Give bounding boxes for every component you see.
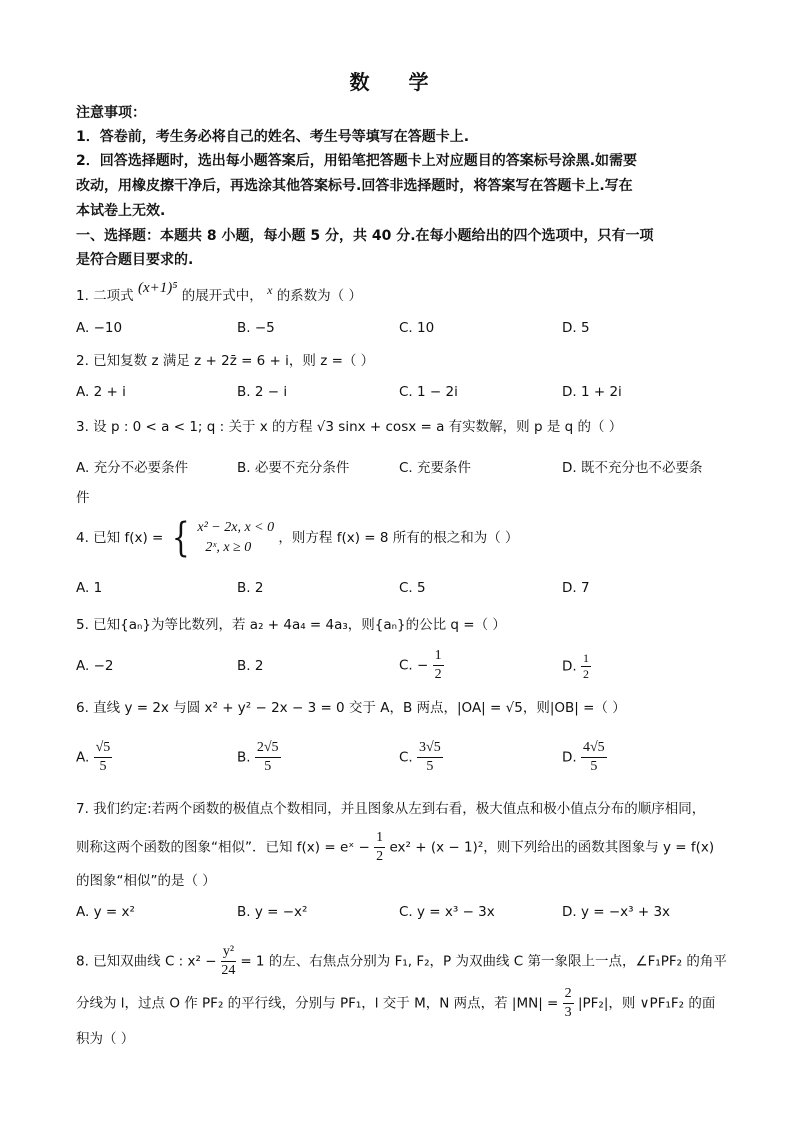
q6-option-a-fraction [94,740,113,775]
q2-option-d[interactable]: D. 1 + 2i [562,384,622,400]
q8-fraction-1-numerator: y² [221,944,236,962]
q5-option-c-numerator: 1 [433,648,444,666]
q6-option-c-numerator: 3√5 [417,740,443,758]
q6-option-b-denominator: 5 [264,759,272,774]
q1-post: 的展开式中， [181,288,263,304]
q4-pre: 4. 已知 f(x) = [76,530,164,546]
notice-item-1: 1．答卷前，考生务必将自己的姓名、考生号等填写在答题卡上. [76,129,470,145]
q4-option-d[interactable]: D. 7 [562,580,590,596]
question-8-line-2 [76,986,724,1022]
notice-heading: 注意事项： [76,105,146,121]
q8-fraction-2-denominator: 3 [564,1005,572,1020]
q5-option-d-denominator: 2 [582,667,589,681]
q2-option-c[interactable]: C. 1 − 2i [399,384,458,400]
q6-option-c[interactable] [399,740,443,775]
q1-x: x [267,283,273,297]
q6-option-d-label: D. [562,749,577,766]
q6-option-d-denominator: 5 [590,759,598,774]
q5-option-c[interactable] [399,648,444,683]
question-1 [76,280,724,305]
question-3: 3. 设 p : 0 < a < 1; q : 关于 x 的方程 √3 sinx + cosx = a 有实数解，则 p 是 q 的（ ） [76,419,623,435]
q6-option-d-numerator: 4√5 [581,740,607,758]
q1-pre: 1. 二项式 [76,288,134,304]
q7-line-2-pre: 则称这两个函数的图象“相似”．已知 f(x) = eˣ − [76,839,370,856]
question-2: 2. 已知复数 z 满足 z + 2z̄ = 6 + i，则 z =（ ） [76,353,375,369]
q7-option-b[interactable]: B. y = −x² [237,904,308,920]
q5-option-d-label: D. [562,658,577,675]
q2-option-b[interactable]: B. 2 − i [237,384,288,400]
q6-option-a-denominator: 5 [99,759,107,774]
q4-case-1: x² − 2x, x < 0 [197,520,275,535]
q3-option-c[interactable]: C. 充要条件 [399,460,472,476]
question-7-line-1: 7. 我们约定:若两个函数的极值点个数相同，并且图象从左到右看，极大值点和极小值点分布的顺序相同， [76,801,706,817]
q7-option-a[interactable]: A. y = x² [76,904,135,920]
q7-fraction [374,830,385,865]
q2-option-a[interactable]: A. 2 + i [76,384,126,400]
question-8-line-3: 积为（ ） [76,1031,135,1047]
q4-option-a[interactable]: A. 1 [76,580,103,596]
q6-option-c-denominator: 5 [426,759,434,774]
notice-item-2-line-2: 改动，用橡皮擦干净后，再选涂其他答案标号.回答非选择题时，将答案写在答题卡上.写在 [76,178,633,194]
q8-fraction-2 [563,986,574,1021]
q6-option-c-label: C. [399,749,413,766]
q5-option-a[interactable]: A. −2 [76,658,114,674]
q6-option-a-label: A. [76,749,90,766]
q8-line-1-post: = 1 的左、右焦点分别为 F₁, F₂，P 为双曲线 C 第一象限上一点，∠F₁PF₂ 的角平 [240,953,727,970]
q5-option-c-fraction [433,648,444,683]
q8-fraction-2-numerator: 2 [563,986,574,1004]
q3-option-b[interactable]: B. 必要不充分条件 [237,460,350,476]
question-4 [76,515,724,568]
q1-option-b[interactable]: B. −5 [237,320,275,336]
q8-fraction-1 [221,944,236,979]
q1-option-c[interactable]: C. 10 [399,320,435,336]
question-7-line-2 [76,830,724,866]
q6-option-c-fraction [417,740,443,775]
q8-line-2-pre: 分线为 l，过点 O 作 PF₂ 的平行线，分别与 PF₁，l 交于 M，N 两点，若 |MN| = [76,995,559,1012]
q5-option-b[interactable]: B. 2 [237,658,264,674]
q6-option-d[interactable] [562,740,607,775]
q5-option-d-fraction [581,652,591,681]
question-6: 6. 直线 y = 2x 与圆 x² + y² − 2x − 3 = 0 交于 A，B 两点，|OA| = √5，则|OB| =（ ） [76,700,626,716]
q4-option-b[interactable]: B. 2 [237,580,264,596]
q5-option-d[interactable] [562,652,591,681]
q6-option-b-numerator: 2√5 [255,740,281,758]
q3-option-d-wrap: 件 [76,490,90,506]
question-7-line-3: 的图象“相似”的是（ ） [76,873,216,889]
q4-case-2: 2ˣ, x ≥ 0 [205,540,252,555]
section1-heading-line-1: 一、选择题：本题共 8 小题，每小题 5 分，共 40 分.在每小题给出的四个选项中，只有一项 [76,228,654,244]
q1-expression: (x+1)⁵ [137,280,178,296]
section1-heading-line-2: 是符合题目要求的. [76,252,194,268]
q1-option-d[interactable]: D. 5 [562,320,590,336]
q8-line-2-post: |PF₂|，则 ∨PF₁F₂ 的面 [577,995,716,1012]
notice-item-2-line-3: 本试卷上无效. [76,203,166,219]
q4-option-c[interactable]: C. 5 [399,580,426,596]
q7-option-d[interactable]: D. y = −x³ + 3x [562,904,671,920]
q4-cases [197,518,274,558]
q5-option-c-label: C. − [399,657,429,674]
q4-brace: { [171,515,190,561]
question-5: 5. 已知{aₙ}为等比数列，若 a₂ + 4a₄ = 4a₃，则{aₙ}的公比 q =（ ） [76,617,506,633]
q7-line-2-post: ex² + (x − 1)²，则下列给出的函数其图象与 y = f(x) [389,839,715,856]
q3-option-a[interactable]: A. 充分不必要条件 [76,460,189,476]
q7-denominator: 2 [376,849,384,864]
q8-fraction-1-denominator: 24 [221,963,236,978]
q1-option-a[interactable]: A. −10 [76,320,123,336]
q6-option-a[interactable] [76,740,112,775]
q1-tail: 的系数为（ ） [276,288,362,304]
q4-post: ，则方程 f(x) = 8 所有的根之和为（ ） [278,530,519,546]
q8-line-1-pre: 8. 已知双曲线 C : x² − [76,953,217,970]
q7-numerator: 1 [374,830,385,848]
notice-item-2-line-1: 2．回答选择题时，选出每小题答案后，用铅笔把答题卡上对应题目的答案标号涂黑.如需要 [76,153,638,169]
q6-option-b-label: B. [237,749,251,766]
q3-option-d[interactable]: D. 既不充分也不必要条 [562,460,703,476]
q6-option-b-fraction [255,740,281,775]
page-title: 数 学 [349,70,445,94]
q7-option-c[interactable]: C. y = x³ − 3x [399,904,495,920]
question-8-line-1 [76,944,727,980]
q5-option-c-denominator: 2 [434,667,442,682]
q6-option-a-numerator: √5 [94,740,113,758]
q6-option-d-fraction [581,740,607,775]
q5-option-d-numerator: 1 [582,651,589,665]
q6-option-b[interactable] [237,740,281,775]
